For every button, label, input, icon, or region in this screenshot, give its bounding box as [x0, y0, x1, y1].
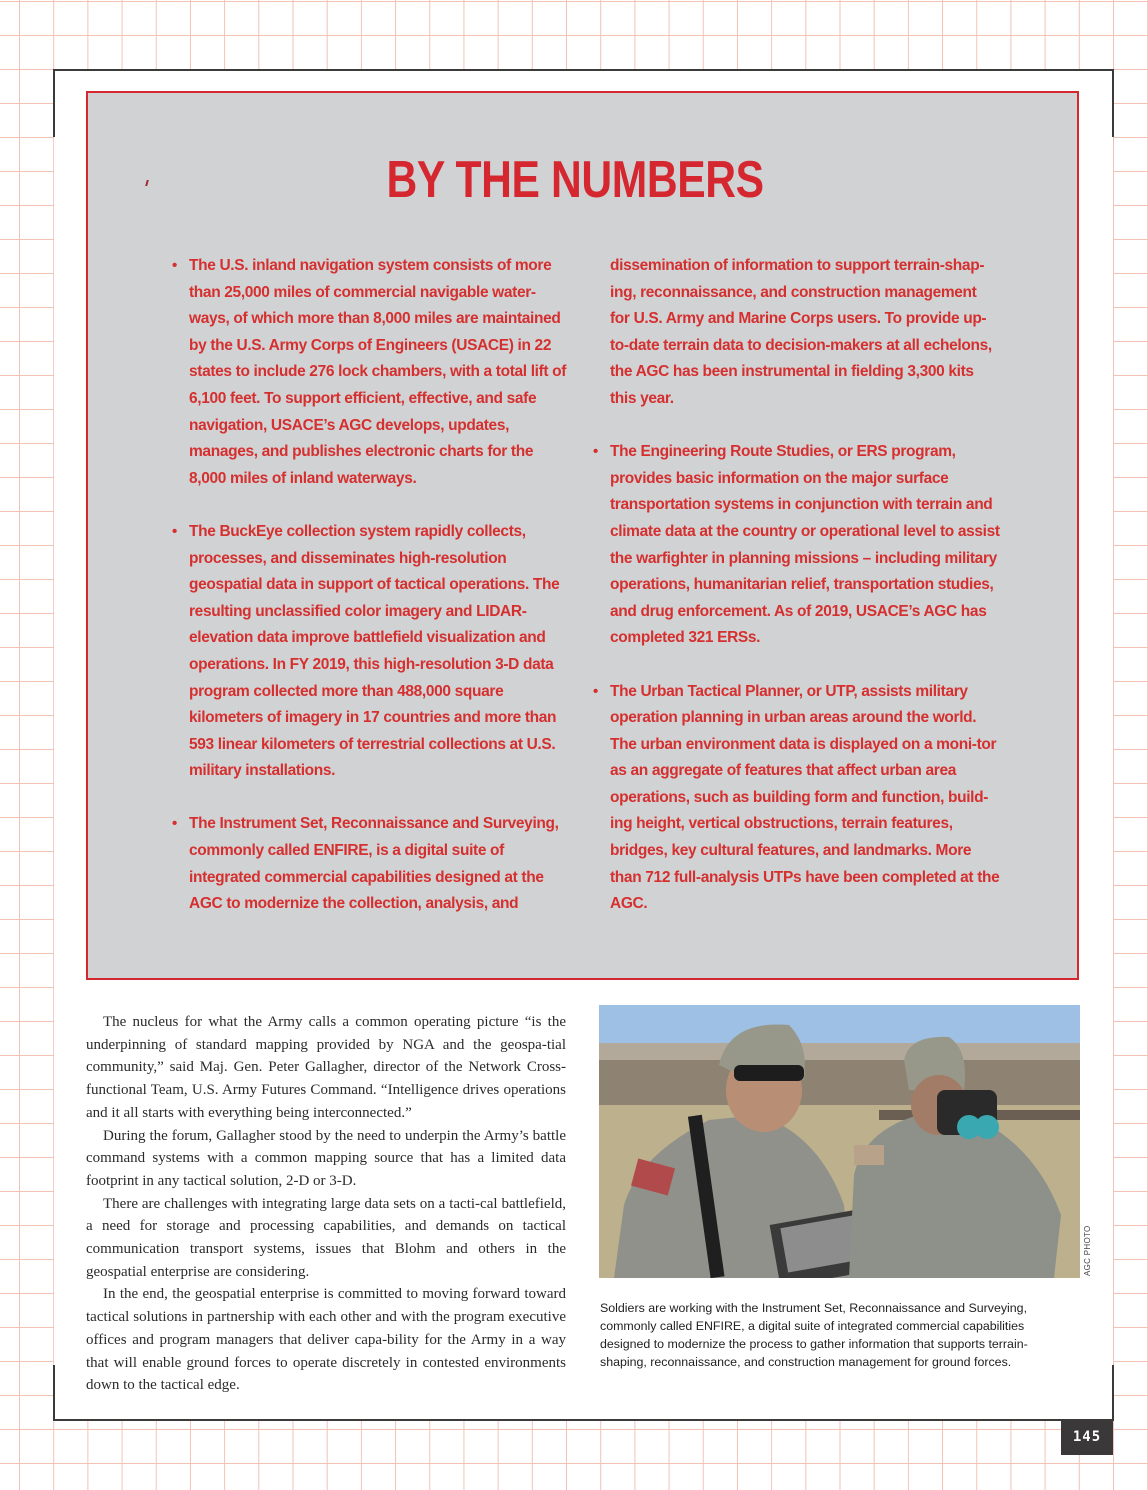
bullet-text: The Urban Tactical Planner, or UTP, assists military operation planning in urban areas around the world. The urban environment data is displayed on a moni-tor as an aggregate of features that affect urban area operations, such as building form and function, build-ing height, vertical obstructions, terrain features, bridges, key cultural features, and landmarks. More than 712 full-analysis UTPs have been completed at the AGC. — [610, 682, 1000, 913]
frame-left-top-line — [53, 69, 55, 137]
bullet-text: The Engineering Route Studies, or ERS program, provides basic information on the major surface transportation systems in conjunction with terrain and climate data at the country or operational level to assist the warfighter in planning missions – including military operations, humanitarian relief, transportation studies, and drug enforcement. As of 2019, USACE’s AGC has completed 321 ERSs. — [610, 443, 1000, 647]
box-left-column — [172, 253, 574, 944]
box-title: BY THE NUMBERS — [386, 151, 764, 209]
frame-top-line — [53, 69, 1114, 71]
bullet-text: The BuckEye collection system rapidly collects, processes, and disseminates high-resolution geospatial data in support of tactical operations. The resulting unclassified color imagery and LIDAR-elevation data improve battlefield visualization and operations. In FY 2019, this high-resolution 3-D data program collected more than 488,000 square kilometers of imagery in 17 countries and more than 593 linear kilometers of terrestrial collections at U.S. military installations. — [189, 522, 560, 780]
frame-left-bottom-line — [53, 1365, 55, 1421]
bullet-item-navigation — [172, 253, 574, 492]
frame-bottom-line — [53, 1419, 1114, 1421]
bullet-item-buckeye — [172, 519, 574, 785]
article-paragraph: There are challenges with integrating large data sets on a tacti-cal battlefield, a need for storage and processing capabilities, and demands on tactical communication transport systems, issues that Blohm and others in the geospatial enterprise are considering. — [86, 1195, 566, 1280]
article-paragraph: In the end, the geospatial enterprise is committed to moving forward toward tactical solutions in partnership with each other and with the program executive offices and program managers that deliver capa-bility for the Army in a way that will enable ground forces to operate discretely in contested environments down to the tactical edge. — [86, 1286, 566, 1394]
bullet-item-utp — [593, 679, 1000, 918]
bullet-text: The Instrument Set, Reconnaissance and Surveying, commonly called ENFIRE, is a digital suite of integrated commercial capabilities designed at the AGC to modernize the collection, analysis, and — [189, 815, 559, 913]
article-paragraph: The nucleus for what the Army calls a common operating picture “is the underpinning of standard mapping provided by NGA and the geospa-tial community,” said Maj. Gen. Peter Gallagher, director of the Network Cross-functional Team, U.S. Army Futures Command. “Intelligence drives operations and it all starts with everything being interconnected.” — [86, 1014, 566, 1121]
article-body — [86, 1011, 566, 1397]
bullet-icon: • — [172, 257, 177, 274]
bullet-text: The U.S. inland navigation system consists of more than 25,000 miles of commercial navigable water-ways, of which more than 8,000 miles are maintained by the U.S. Army Corps of Engineers (USACE) in 22 states to include 276 lock chambers, with a total lift of 6,100 feet. To support efficient, effective, and safe navigation, USACE’s AGC develops, updates, manages, and publishes electronic charts for the 8,000 miles of inland waterways. — [189, 257, 567, 487]
bullet-icon: • — [593, 443, 598, 461]
article-paragraph: During the forum, Gallagher stood by the need to underpin the Army’s battle command systems with a common mapping source that has a limited data footprint in any tactical solution, 2-D or 3-D. — [86, 1127, 566, 1189]
photo-caption: Soldiers are working with the Instrument Set, Reconnaissance and Surveying, commonly called ENFIRE, a digital suite of integrated commercial capabilities designed to modernize the process to gather information that supports terrain-shaping, reconnaissance, and construction management for ground forces. — [600, 1301, 1028, 1369]
bullet-icon: • — [172, 815, 177, 833]
bullet-item-enfire — [172, 811, 574, 917]
box-right-column — [593, 253, 1000, 944]
photo-illustration — [599, 1005, 1080, 1278]
frame-right-top-line — [1112, 69, 1114, 137]
photo-credit: AGC PHOTO — [1083, 1225, 1092, 1276]
frame-right-bottom-line — [1112, 1365, 1114, 1421]
bullet-icon: • — [593, 682, 598, 700]
bullet-continuation-enfire: dissemination of information to support terrain-shap-ing, reconnaissance, and construction management for U.S. Army and Marine Corps users. To provide up-to-date terrain data to decision-makers at all echelons, the AGC has been instrumental in fielding 3,300 kits this year. — [610, 257, 992, 407]
soldiers-photo — [599, 1005, 1080, 1278]
page-number: 145 — [1061, 1420, 1113, 1455]
bullet-icon: • — [172, 522, 177, 540]
bullet-item-ers — [593, 439, 1000, 652]
